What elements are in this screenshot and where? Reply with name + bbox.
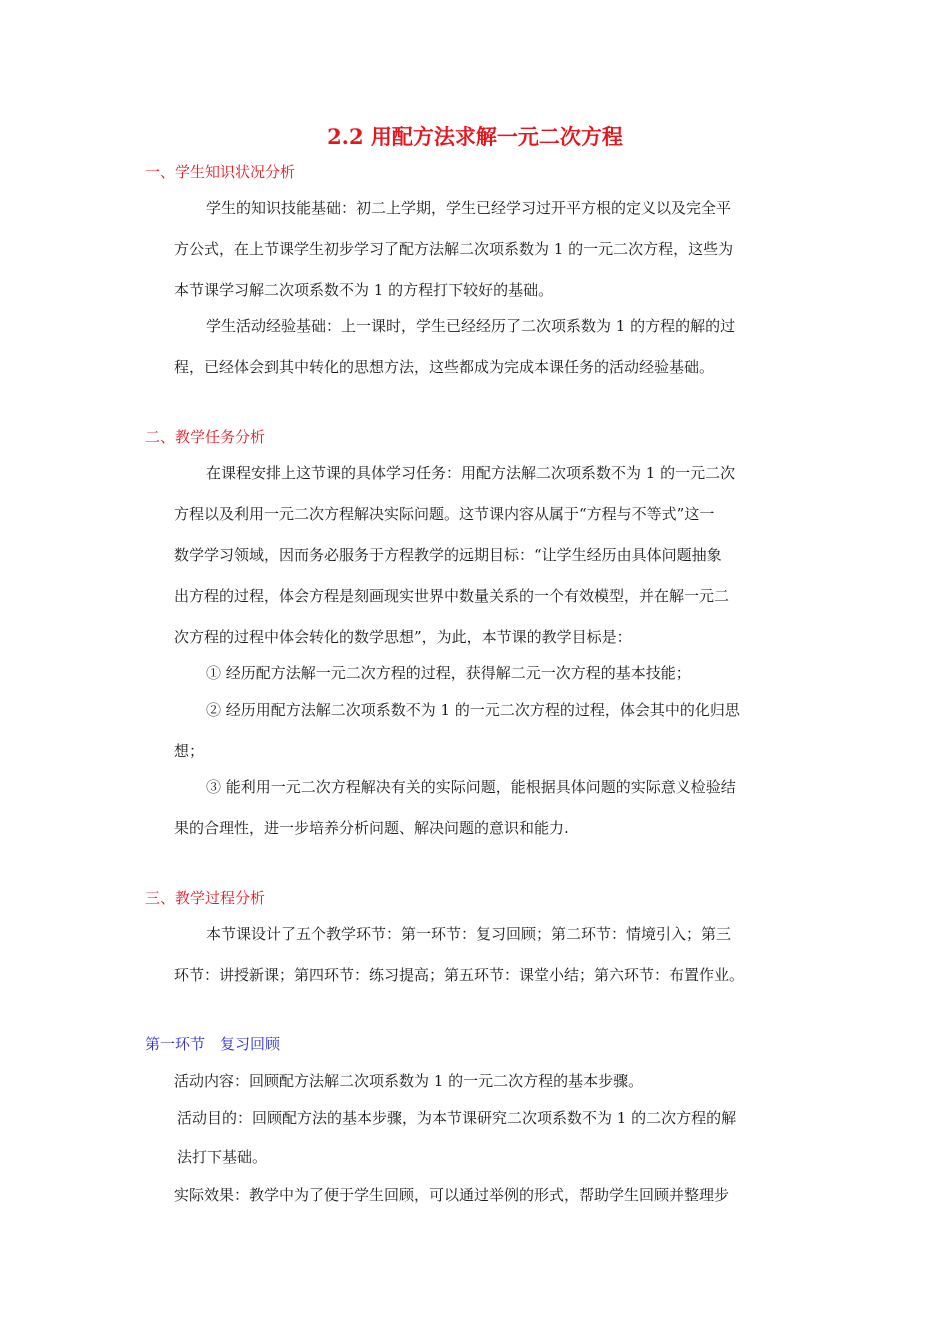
text-line: 程，已经体会到其中转化的思想方法，这些都成为完成本课任务的活动经验基础。 [174,358,715,376]
section-heading-1: 一、学生知识状况分析 [145,163,296,181]
section-2-paragraph-1 [174,453,814,658]
goal-item-2 [174,690,814,772]
section-heading-2: 二、教学任务分析 [145,428,266,446]
document-title: 2.2 用配方法求解一元二次方程 [327,124,623,149]
goal-item-1 [174,653,814,694]
text-line: 方公式，在上节课学生初步学习了配方法解二次项系数为 1 的一元二次方程，这些为 [174,240,734,258]
section-3-paragraph-1 [174,914,814,996]
text-line: 学生活动经验基础：上一课时，学生已经经历了二次项系数为 1 的方程的解的过 [206,317,736,335]
text-line: 次方程的过程中体会转化的数学思想”，为此，本节课的教学目标是： [174,628,632,646]
text-line: 想； [174,742,205,760]
section-1-paragraph-1 [174,188,814,311]
text-line: 学生的知识技能基础：初二上学期，学生已经学习过开平方根的定义以及完全平 [206,199,732,217]
section-heading-3: 三、教学过程分析 [145,889,266,907]
goal-item-3 [174,767,814,849]
activity-purpose-line-2: 法打下基础。 [177,1148,268,1166]
text-line: ③ 能利用一元二次方程解决有关的实际问题，能根据具体问题的实际意义检验结 [206,778,736,796]
text-line: 本节课设计了五个教学环节：第一环节：复习回顾；第二环节：情境引入；第三 [206,925,732,943]
text-line: 本节课学习解二次项系数不为 1 的方程打下较好的基础。 [174,281,554,299]
text-line: ① 经历配方法解一元二次方程的过程，获得解二元一次方程的基本技能； [206,664,691,682]
activity-purpose-line-1: 活动目的：回顾配方法的基本步骤，为本节课研究二次项系数不为 1 的二次方程的解 [177,1109,737,1127]
subsection-heading: 第一环节 复习回顾 [145,1035,281,1053]
text-line: 方程以及利用一元二次方程解决实际问题。这节课内容从属于“方程与不等式”这一 [174,505,715,523]
section-1-paragraph-2 [174,306,814,388]
text-line: 果的合理性，进一步培养分析问题、解决问题的意识和能力. [174,819,569,837]
text-line: 出方程的过程，体会方程是刻画现实世界中数量关系的一个有效模型，并在解一元二 [174,587,730,605]
text-line: 环节：讲授新课；第四环节：练习提高；第五环节：课堂小结；第六环节：布置作业。 [174,966,745,984]
text-line: ② 经历用配方法解二次项系数不为 1 的一元二次方程的过程，体会其中的化归思 [206,701,740,719]
activity-content: 活动内容：回顾配方法解二次项系数为 1 的一元二次方程的基本步骤。 [174,1072,644,1090]
text-line: 在课程安排上这节课的具体学习任务：用配方法解二次项系数不为 1 的一元二次 [206,464,736,482]
text-line: 数学学习领域，因而务必服务于方程教学的远期目标：“让学生经历由具体问题抽象 [174,546,722,564]
activity-effect: 实际效果：教学中为了便于学生回顾，可以通过举例的形式，帮助学生回顾并整理步 [174,1186,730,1204]
